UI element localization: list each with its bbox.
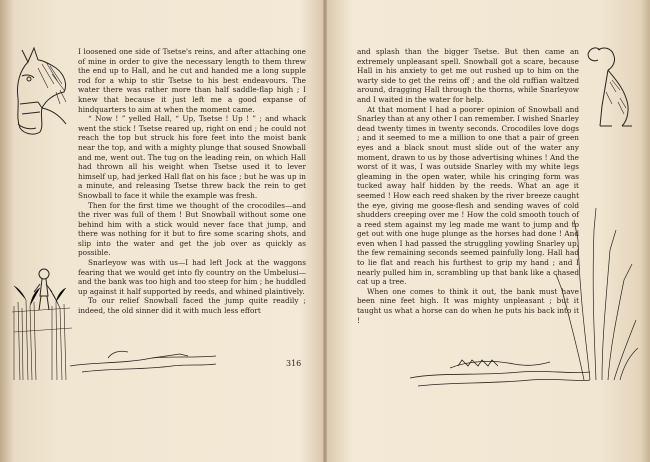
paragraph: When one comes to think it out, the bank must have been nine feet high. It was mighty unpleasant ; but it taught us what a horse can do when he puts his back into it ! [357,286,579,325]
paragraph: and splash than the bigger Tsetse. But then came an extremely unpleasant spell. Snowball got a scare, because Hall in his anxiety to get me out rushed up to him on the warty side to get the reins off ; and the old ruffian waltzed around, dragging Hall through the thorns, while Snarleyow and I waited in the water for help. [357,47,579,104]
paragraph: At that moment I had a poorer opinion of Snowball and Snarley than at any other I can remember. I wished Snarley dead twenty times in twenty seconds. Crocodiles love dogs ; and it seemed to me a million to one that a pair of green eyes and a black snout must slide out of the water any moment, drawn to us by those advertising whines ! And the worst of it was, I was outside Snarley with my white legs gleaming in the open water, while his cringing form was tucked away half hidden by the reeds. What an age it seemed ! How each reed shaken by the river breeze caught the eye, giving me goose-flesh and sending waves of cold shudders creeping over me ! How the cold smooth touch of a reed stem against my leg made me want to jump and to get out with one huge plunge as the horses had done ! And even when I had passed the struggling yowling Snarley up, the few remaining seconds seemed painfully long. Hall had to lie flat and reach his furthest to grip my hand ; and I nearly pulled him in, scrambling up that bank like a chased cat up a tree. [357,104,579,287]
book-spine [323,0,327,462]
paragraph: To our relief Snowball faced the jump quite readily ; indeed, the old sinner did it with much less effort [78,296,306,316]
horse-head-illustration [8,44,74,139]
paragraph: Snarleyow was with us—I had left Jock at the waggons fearing that we would get into fly country on the Umbelusi—and the bank was too high and too steep for him ; he huddled up against it half supported by reeds, and whined plaintively. [78,258,306,296]
paragraph: Then for the first time we thought of the crocodiles—and the river was full of them ! But Snowball without some one behind him with a stick would never face that jump, and there was nothing for it but to fire some scaring shots, and slip into the water and get the job over as quickly as possible. [78,200,306,258]
paragraph: “ Now ! ” yelled Hall, “ Up, Tsetse ! Up ! ” ; and whack went the stick ! Tsetse reared up, right on end ; he could not reach the top but struck his fore feet into the moist bank near the top, and with a mighty plunge that soused Snowball and me, went out. The tug on the leading rein, on which Hall had thrown all his weight when Tsetse used it to lever himself up, had jerked Hall flat on his face ; but he was up in a minute, and releasing Tsetse threw back the rein to get Snowball to face it while the example was fresh. [78,114,306,200]
right-page-text [357,47,579,325]
dog-illustration [582,42,642,132]
paragraph: I loosened one side of Tsetse's reins, and after attaching one of mine in order to give the necessary length to them threw the end up to Hall, and he cut and handed me a long supple rod for a whip to stir Tsetse to his best endeavours. The water there was rather more than half saddle-flap high ; I knew that because it just left me a good expanse of hindquarters to aim at when the moment came. [78,47,306,114]
page-number: 316 [286,359,302,368]
left-page-text [78,47,306,316]
